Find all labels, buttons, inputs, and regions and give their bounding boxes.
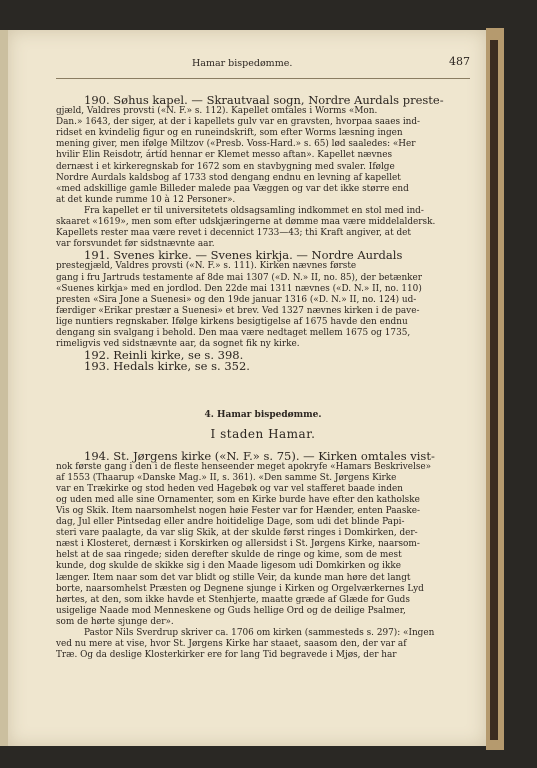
running-header [56, 56, 470, 70]
line: steri vare paalagte, da var slig Skik, at der skulde først ringes i Domkirken, der- [56, 528, 418, 539]
line: ridset en kvindelig figur og en runeindskrift, som efter Worms læsning ingen [56, 128, 403, 139]
line: gang i fru Jartruds testamente af 8de mai 1307 («D. N.» II, no. 85), der betænker [56, 272, 423, 283]
line: dengang sin svalgang i behold. Den maa være nedtaget mellem 1675 og 1735, [56, 327, 411, 338]
section-heading: 4. Hamar bispedømme. [204, 410, 322, 421]
line: hørtes, at den, som ikke havde et Stenhjerte, maatte græde af Glæde for Guds [56, 594, 410, 605]
entry-lead: 190. Søhus kapel. — Skrautvaal sogn, Nordre Aurdals preste- [84, 93, 444, 107]
line: prestegjæld, Valdres provsti («N. F.» s. 111). Kirken nævnes første [56, 261, 357, 272]
ref-hedals: 193. Hedals kirke, se s. 352. [84, 359, 250, 374]
line: usigelige Naade mod Menneskene og Guds hellige Ord og de deilige Psalmer, [56, 605, 406, 616]
line: rimeligvis ved sidstnævnte aar, da sognet fik ny kirke. [56, 339, 300, 350]
line: Nordre Aurdals kaldsbog af 1733 stod dengang endnu en levning af kapellet [56, 172, 401, 183]
line: kunde, dog skulde de skikke sig i den Maade ligesom udi Domkirken og ikke [56, 561, 401, 572]
book-spine-shadow [490, 40, 498, 740]
subheading: I staden Hamar. [210, 427, 316, 442]
line: nok første gang i den i de fleste henseender meget apokryfe «Hamars Beskrivelse» [56, 461, 432, 472]
line: hvilir Elin Reisdotr, ártíd hennar er Klemet messo aftan». Kapellet nævnes [56, 150, 393, 161]
line: gjæld, Valdres provsti («N. F.» s. 112). Kapellet omtales i Worms «Mon. [56, 106, 378, 117]
line: Dan.» 1643, der siger, at der i kapellets gulv var en gravsten, hvorpaa saaes ind- [56, 117, 421, 128]
line: var forsvundet før sidstnævnte aar. [56, 239, 215, 250]
entry-body [56, 106, 470, 206]
line: af 1553 (Thaarup «Danske Mag.» II, s. 361). «Den samme St. Jørgens Kirke [56, 472, 397, 483]
ref-reinli: 192. Reinli kirke, se s. 398. [84, 348, 244, 363]
page-number: 487 [449, 55, 470, 68]
entry-190-continued [56, 206, 470, 250]
line: dernæst i et kirkeregnskab for 1672 som en stavbygning med svaler. Ifølge [56, 161, 395, 172]
line: lige nuntiers regnskaber. Ifølge kirkens besigtigelse af 1675 havde den endnu [56, 316, 408, 327]
line: Træ. Og da deslige Klosterkirker ere for lang Tid begravede i Mjøs, der har [56, 650, 397, 661]
entry-191 [56, 250, 470, 350]
line: «med adskillige gamle Billeder malede paa Væggen og var det ikke større end [56, 183, 409, 194]
line: at det kunde rumme 10 à 12 Personer». [56, 194, 236, 205]
line: borte, naarsomhelst Præsten og Degnene sjunge i Kirken og Orgelværkernes Lyd [56, 583, 424, 594]
line: skaaret «1619», men som efter udskjæringerne at dømme maa være middelaldersk. [56, 217, 436, 228]
line: var en Trækirke og stod heden ved Hagebøk og var vel stafferet baade inden [56, 483, 403, 494]
line: dag, Jul eller Pintsedag eller andre hoitidelige Dage, som udi det blinde Papi- [56, 517, 405, 528]
page-text [56, 56, 470, 661]
line: Fra kapellet er til universitetets oldsagsamling indkommet en stol med ind- [84, 205, 424, 216]
line: Pastor Nils Sverdrup skriver ca. 1706 om kirken (sammesteds s. 297): «Ingen [84, 628, 435, 639]
line: færdiger «Erikar prestær a Suenesi» et brev. Ved 1327 nævnes kirken i de pave- [56, 305, 420, 316]
entry-190 [56, 95, 470, 206]
entry-lead: 194. St. Jørgens kirke («N. F.» s. 75). — Kirken omtales vist- [84, 448, 435, 463]
line: Vis og Skik. Item naarsomhelst nogen høie Fester var for Hænder, enten Paaske- [56, 506, 421, 516]
line: mening giver, men ifølge Miltzov («Presb. Voss-Hard.» s. 65) lød saaledes: «Her [56, 139, 416, 150]
line: «Suenes kirkja» med en jordlod. Den 22de mai 1311 nævnes («D. N.» II, no. 110) [56, 283, 422, 294]
line: længer. Item naar som det var blidt og stille Veir, da kunde man høre det langt [56, 572, 411, 583]
line: ved nu mere at vise, hvor St. Jørgens Kirke har staaet, saasom den, der var af [56, 639, 407, 650]
line: Kapellets rester maa være revet i decennict 1733—43; thi Kraft angiver, at det [56, 228, 411, 239]
entry-lead: 191. Svenes kirke. — Svenes kirkja. — Nordre Aurdals [84, 248, 403, 263]
line: næst i Klosteret, dernæst i Korskirken og allersidst i St. Jørgens Kirke, naarsom- [56, 539, 420, 550]
header-rule [56, 78, 470, 79]
cross-references [56, 350, 470, 372]
line: helst at de saa ringede; siden derefter skulde de ringe og kime, som de mest [56, 550, 402, 561]
header-title: Hamar bispedømme. [192, 58, 293, 69]
line: og uden med alle sine Ornamenter, som en Kirke burde have efter den katholske [56, 494, 420, 505]
line: som de hørte sjunge der». [56, 616, 174, 627]
line: presten «Sira Jone a Suenesi» og den 19de januar 1316 («D. N.» II, no. 124) ud- [56, 294, 417, 305]
entry-194 [56, 448, 470, 662]
